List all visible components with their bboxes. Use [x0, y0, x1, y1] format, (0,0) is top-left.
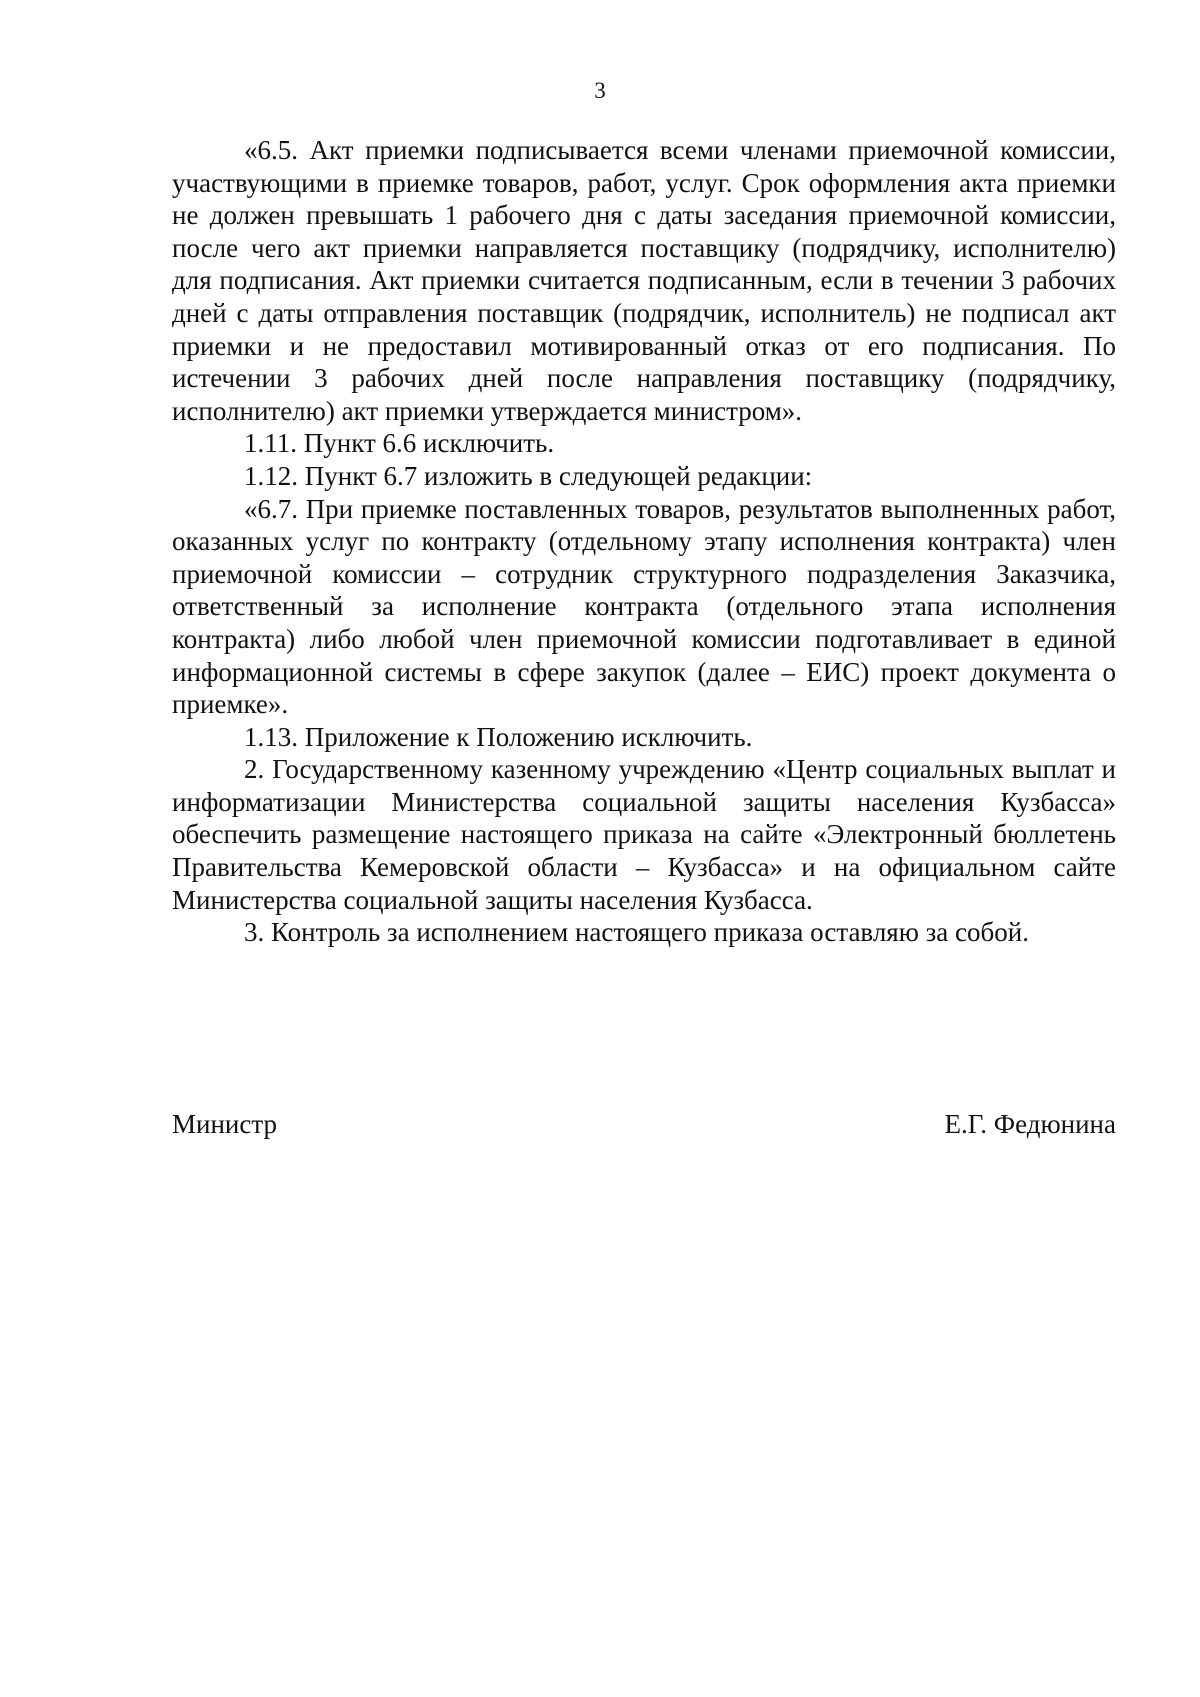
- signatory-position: Министр: [172, 1109, 277, 1139]
- paragraph-6-5: «6.5. Акт приемки подписывается всеми членами приемочной комиссии, участвующими в приемке товаров, работ, услуг. Срок оформления акта приемки не должен превышать 1 рабочего дня с даты заседания приемочной комиссии, после чего акт приемки направляется поставщику (подрядчику, исполнителю) для подписания. Акт приемки считается подписанным, если в течении 3 рабочих дней с даты отправления поставщик (подрядчик, исполнитель) не подписал акт приемки и не предоставил мотивированный отказ от его подписания. По истечении 3 рабочих дней после направления поставщику (подрядчику, исполнителю) акт приемки утверждается министром».: [172, 135, 1116, 426]
- paragraph-2: 2. Государственному казенному учреждению «Центр социальных выплат и информатизации Министерства социальной защиты населения Кузбасса» обеспечить размещение настоящего приказа на сайте «Электронный бюллетень Правительства Кемеровской области – Кузбасса» и на официальном сайте Министерства социальной защиты населения Кузбасса.: [172, 754, 1116, 915]
- signatory-name: Е.Г. Федюнина: [944, 1109, 1116, 1139]
- paragraph-1-12: 1.12. Пункт 6.7 изложить в следующей редакции:: [244, 460, 813, 491]
- paragraph-6-7: «6.7. При приемке поставленных товаров, результатов выполненных работ, оказанных услуг по контракту (отдельному этапу исполнения контракта) член приемочной комиссии – сотрудник структурного подразделения Заказчика, ответственный за исполнение контракта (отдельного этапа исполнения контракта) либо любой член приемочной комиссии подготавливает в единой информационной системы в сфере закупок (далее – ЕИС) проект документа о приемке».: [172, 493, 1116, 720]
- paragraph-1-13: 1.13. Приложение к Положению исключить.: [244, 721, 753, 752]
- paragraph-1-11: 1.11. Пункт 6.6 исключить.: [244, 428, 555, 459]
- paragraph-3: 3. Контроль за исполнением настоящего приказа оставляю за собой.: [244, 917, 1029, 948]
- document-body: [172, 134, 1116, 949]
- page-number: 3: [594, 78, 606, 103]
- signature-block: [172, 1108, 1116, 1140]
